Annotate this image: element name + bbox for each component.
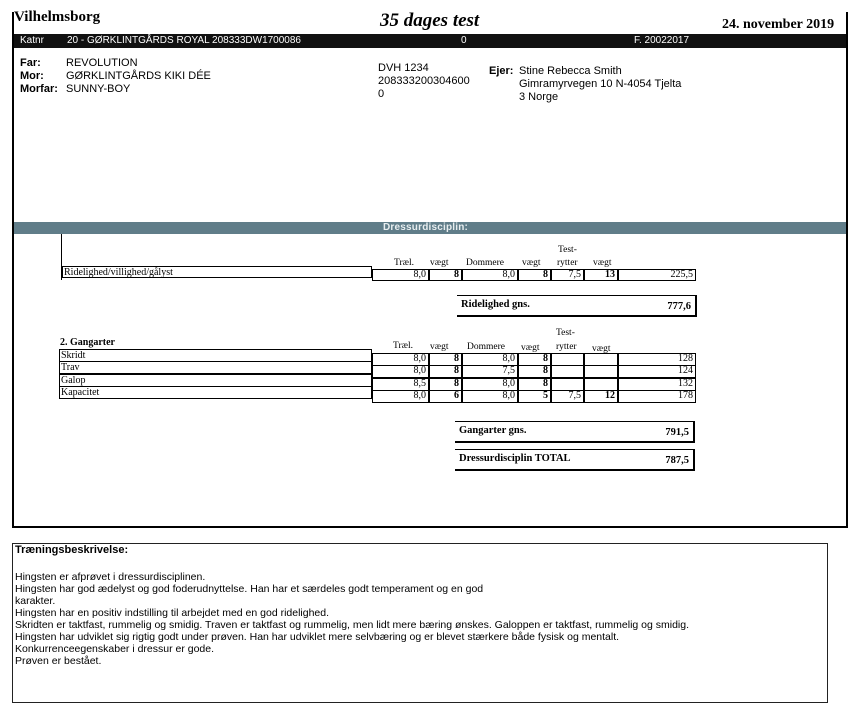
description-line: Hingsten har udviklet sig rigtig godt under prøven. Han har udviklet mere selvbæring og er blevet stærkere både fysisk og mentalt.: [15, 631, 620, 643]
owner-name: Stine Rebecca Smith: [519, 65, 622, 77]
far-id: DVH 1234: [378, 62, 429, 74]
gangarter-value: 791,5: [665, 427, 689, 438]
t2-cell-vaegt: 8: [429, 365, 462, 378]
t2-cell-traenl: 8,5: [372, 378, 429, 391]
t2-cell-traenl: 8,0: [372, 353, 429, 366]
dressur-total-label: Dressurdisciplin TOTAL: [459, 453, 571, 464]
t2-header-test: Test-: [556, 328, 575, 338]
pedigree-labels: [20, 57, 58, 96]
t1-cell-total: 225,5: [618, 269, 696, 281]
morfar-id: 0: [378, 88, 385, 100]
t2-header-vaegt2: vægt: [521, 343, 540, 353]
report-date: 24. november 2019: [722, 17, 835, 32]
t2-cell-total: 132: [618, 378, 696, 391]
t2-cell-total: 178: [618, 390, 696, 403]
t2-row-label: Galop: [59, 374, 372, 387]
t1-header-test: Test-: [558, 245, 577, 255]
training-description-title: Træningsbeskrivelse:: [15, 544, 129, 556]
t2-row-label: Trav: [59, 361, 372, 374]
t1-cell-dommere: 8,0: [462, 269, 518, 281]
f-number: F. 20022017: [634, 35, 690, 46]
location-title: Vilhelmsborg: [14, 9, 101, 25]
pedigree-names: [66, 57, 211, 96]
t2-row-label: Kapacitet: [59, 386, 372, 399]
t1-cell-vaegt3: 13: [584, 269, 618, 281]
t1-cell-testrytter: 7,5: [551, 269, 584, 281]
t2-header-vaegt3: vægt: [592, 344, 611, 354]
ridelighed-summary: [457, 295, 697, 317]
description-line: Hingsten har god ædelyst og god foderudnyttelse. Han har et særdeles godt temperament og en god: [15, 583, 484, 595]
pedigree-ids: [378, 62, 470, 101]
far-label: Far:: [20, 57, 41, 69]
t2-cell-dommere: 7,5: [462, 365, 518, 378]
dressur-total-value: 787,5: [665, 455, 689, 466]
section-title: Dressurdisciplin:: [383, 222, 469, 233]
t2-cell-vaegt2: 8: [518, 365, 551, 378]
description-line: Konkurrenceegenskaber i dressur er gode.: [15, 643, 215, 655]
test-title: 35 dages test: [380, 10, 480, 31]
t1-cell-vaegt: 8: [429, 269, 462, 281]
mor-name: GØRKLINTGÅRDS KIKI DÉE: [66, 70, 211, 82]
far-name: REVOLUTION: [66, 57, 138, 69]
ridelighed-label: Ridelighed gns.: [461, 299, 530, 310]
t2-cell-vaegt3: [584, 365, 618, 378]
morfar-label: Morfar:: [20, 83, 58, 95]
t2-cell-dommere: 8,0: [462, 378, 518, 391]
description-line: karakter.: [15, 595, 56, 607]
gangarter-summary: [455, 421, 695, 443]
info-center-value: 0: [461, 35, 467, 46]
t2-header-traenl: Træl.: [393, 341, 413, 351]
morfar-name: SUNNY-BOY: [66, 83, 131, 95]
t1-cell-vaegt2: 8: [518, 269, 551, 281]
owner-label: Ejer:: [489, 65, 514, 77]
t2-header-rytter: rytter: [556, 342, 577, 352]
owner-block: [519, 65, 681, 104]
t1-row-label: Ridelighed/villighed/gålyst: [62, 266, 372, 278]
t2-cell-testrytter: 7,5: [551, 390, 584, 403]
owner-address: Gimramyrvegen 10 N-4054 Tjelta: [519, 78, 682, 90]
t2-cell-vaegt2: 8: [518, 378, 551, 391]
t2-cell-vaegt: 8: [429, 353, 462, 366]
t2-cell-total: 128: [618, 353, 696, 366]
t2-cell-testrytter: [551, 365, 584, 378]
t2-cell-vaegt3: 12: [584, 390, 618, 403]
t2-header-dommere: Dommere: [467, 342, 505, 352]
description-line: Hingsten er afprøvet i dressurdisciplinen.: [15, 571, 206, 583]
mor-label: Mor:: [20, 70, 44, 82]
training-description-box: [12, 543, 828, 703]
t2-cell-vaegt2: 5: [518, 390, 551, 403]
description-line: Skridten er taktfast, rummelig og smidig. Traven er taktfast og rummelig, men lidt mere bæring ønskes. Galoppen er taktfast, rummelig og smidig.: [15, 619, 690, 631]
description-line: Prøven er bestået.: [15, 655, 102, 667]
ridelighed-value: 777,6: [667, 301, 691, 312]
t2-row-label: Skridt: [59, 349, 372, 362]
t2-cell-vaegt2: 8: [518, 353, 551, 366]
description-line: Hingsten har en positiv indstilling til arbejdet med en god ridelighed.: [15, 607, 330, 619]
t1-header-vaegt: vægt: [430, 258, 449, 268]
owner-country: 3 Norge: [519, 91, 559, 103]
t2-cell-dommere: 8,0: [462, 390, 518, 403]
t1-header-vaegt2: vægt: [522, 258, 541, 268]
t1-cell-traenl: 8,0: [372, 269, 429, 281]
t1-header-vaegt3: vægt: [593, 258, 612, 268]
t2-cell-vaegt: 6: [429, 390, 462, 403]
t2-cell-vaegt: 8: [429, 378, 462, 391]
t2-cell-traenl: 8,0: [372, 390, 429, 403]
katnr-label: Katnr: [20, 35, 44, 46]
t1-header-rytter: rytter: [557, 258, 578, 268]
t1-header-traenl: Træl.: [394, 258, 414, 268]
dressur-total-summary: [455, 449, 695, 471]
horse-info-bar: [14, 34, 846, 48]
mor-id: 208333200304600: [378, 75, 470, 87]
t2-header-vaegt: vægt: [430, 342, 449, 352]
t2-cell-total: 124: [618, 365, 696, 378]
t2-cell-dommere: 8,0: [462, 353, 518, 366]
t2-cell-traenl: 8,0: [372, 365, 429, 378]
gangarter-heading: 2. Gangarter: [60, 337, 115, 348]
horse-name: 20 - GØRKLINTGÅRDS ROYAL 208333DW1700086: [67, 35, 301, 46]
t1-header-dommere: Dommere: [466, 258, 504, 268]
gangarter-label: Gangarter gns.: [459, 425, 527, 436]
